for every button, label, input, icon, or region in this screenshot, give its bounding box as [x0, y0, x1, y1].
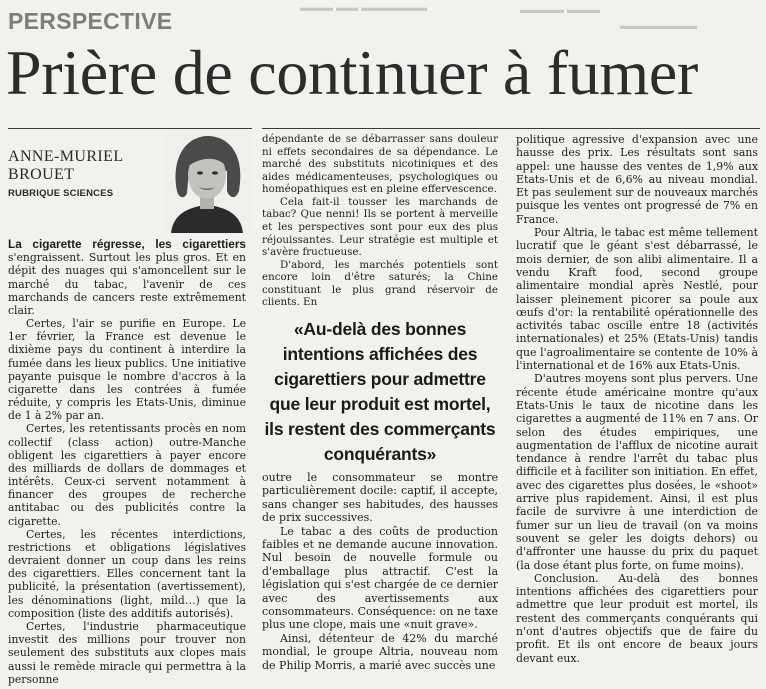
- author-last-name: BROUET: [8, 166, 75, 183]
- paragraph: Certes, l'industrie pharmaceutique investit des millions pour trouver non seulement des substituts aux clopes mais aussi le remède miracle qui permettra à la personne: [8, 619, 246, 686]
- pull-quote: «Au-delà des bonnes intentions affichées des cigarettiers pour admettre que leur produit est mortel, ils restent des commerçants conquérants»: [264, 319, 496, 464]
- paragraph: Le tabac a des coûts de production faibles et ne demande aucune innovation. Nul besoin de nouvelle formule ou d'emballage plus attractif. C'est la législation qui s'est chargée de ce dernier avec des avertissements aux consommateurs. Conséquence: on ne taxe plus une clope, mais une «nuit grave».: [262, 524, 498, 632]
- paragraph: politique agressive d'expansion avec une hausse des prix. Les résultats sont sans appel: une hausse des ventes de 1,9% aux Etats-Unis et de 6,6% au niveau mondial. Et pas seulement sur de nouveaux marchés puisque les ventes ont progressé de 7% en France.: [516, 133, 758, 226]
- author-first-name: ANNE-MURIEL: [8, 148, 124, 165]
- paragraph: Pour Altria, le tabac est même tellement lucratif que le géant s'est débarrassé, le mois dernier, de son alibi alimentaire. Il a vendu Kraft food, second groupe alimentaire mondial après Nestlé, pour laisser pleinement picorer sa poule aux œufs d'or: la rentabilité opérationnelle des activités tabac oscille entre 18 (activités internationales) et 25% (Etats-Unis) tandis que l'agroalimentaire se contente de 10% à l'international et de 16% aux Etats-Unis.: [516, 226, 758, 373]
- paragraph: D'autres moyens sont plus pervers. Une récente étude américaine montre qu'aux Etats-Unis le taux de nicotine dans les cigarettes a augmenté de 11% en 7 ans. Or selon des études empiriques, une augmentation de l'afflux de nicotine aurait tendance à rendre l'arrêt du tabac plus difficile et à faciliter son initiation. En effet, avec des cigarettes plus dosées, le «shoot» arrive plus rapidement. Ainsi, il est plus facile de survivre à une interdiction de fumer sur un lieu de travail (on va moins souvent se geler les doigts dehors) ou d'affronter une hausse du prix du paquet (la dose étant plus forte, on fume moins).: [516, 372, 758, 572]
- article-column-1: [8, 238, 246, 686]
- lead-paragraph: [8, 238, 246, 317]
- author-portrait: [163, 131, 251, 233]
- author-section: RUBRIQUE SCIENCES: [8, 188, 114, 199]
- bleed-through: ▬▬▬▬ ▬▬▬: [520, 4, 601, 16]
- article-column-3: [516, 133, 758, 665]
- bleed-through: ▬▬▬ ▬▬ ▬▬▬▬▬▬: [300, 2, 428, 14]
- author-byline: [8, 148, 158, 184]
- author-rule: [8, 128, 252, 129]
- paragraph: Cela fait-il tousser les marchands de tabac? Que nenni! Ils se portent à merveille et les perspectives sont pour eux des plus réjouissantes. Leur stratégie est multiple et s'avère fructueuse.: [262, 195, 498, 259]
- paragraph: D'abord, les marchés potentiels sont encore loin d'être saturés; la Chine constituant le plus grand réservoir de clients. En: [262, 258, 498, 309]
- paragraph: Certes, l'air se purifie en Europe. Le 1er février, la France est devenue le dixième pays du continent à interdire la fumée dans les lieux publics. Une initiative payante puisque le nombre d'accros à la cigarette dans les contrées à fumée réduite, y compris les Etats-Unis, diminue de 1 à 2% par an.: [8, 317, 246, 423]
- paragraph: dépendante de se débarrasser sans douleur ni effets secondaires de sa dépendance. Le marché des substituts nicotiniques et des aides médicamenteuses, psychologiques ou homéopathiques est en pleine effervescence.: [262, 133, 498, 196]
- section-rubric: PERSPECTIVE: [8, 8, 173, 34]
- lead-in: La cigarette régresse, les cigarettiers: [8, 237, 246, 251]
- paragraph: Certes, les retentissants procès en nom collectif (class action) outre-Manche obligent les cigarettiers à payer encore des milliards de dollars de dommages et intérêts. Ceux-ci servent notamment à financer des groupes de recherche antitabac ou des publicités contre la cigarette.: [8, 422, 246, 528]
- paragraph: Certes, les récentes interdictions, restrictions et obligations législatives devraient donner un coup dans les reins des cigarettiers. Elles concernent tant la publicité, la présentation (avertissement), les dénominations (light, mild…) que la composition (liste des additifs autorisés).: [8, 527, 246, 620]
- paragraph: Ainsi, détenteur de 42% du marché mondial, le groupe Altria, nouveau nom de Philip Morris, a marié avec succès une: [262, 631, 498, 672]
- paragraph: outre le consommateur se montre particulièrement docile: captif, il accepte, sans changer ses habitudes, des hausses de prix successives.: [262, 471, 498, 525]
- column-top-rule: [262, 128, 760, 129]
- bleed-through: ▬▬▬▬▬▬▬: [620, 20, 697, 32]
- headline: Prière de continuer à fumer: [6, 37, 699, 108]
- article-column-2-top: [262, 133, 498, 309]
- lead-text: s'engraissent. Surtout les plus gros. Et en dépit des nuages qui s'amoncellent sur le marché du tabac, l'avenir de ces marchands de cancers reste extrêmement clair.: [8, 251, 246, 317]
- paragraph: Conclusion. Au-delà des bonnes intentions affichées des cigarettiers pour admettre que leur produit est mortel, ils restent des commerçants conquérants qui n'ont d'autres objectifs que de faire du profit. Et ils ont encore de beaux jours devant eux.: [516, 571, 758, 665]
- article-column-2-bottom: [262, 471, 498, 672]
